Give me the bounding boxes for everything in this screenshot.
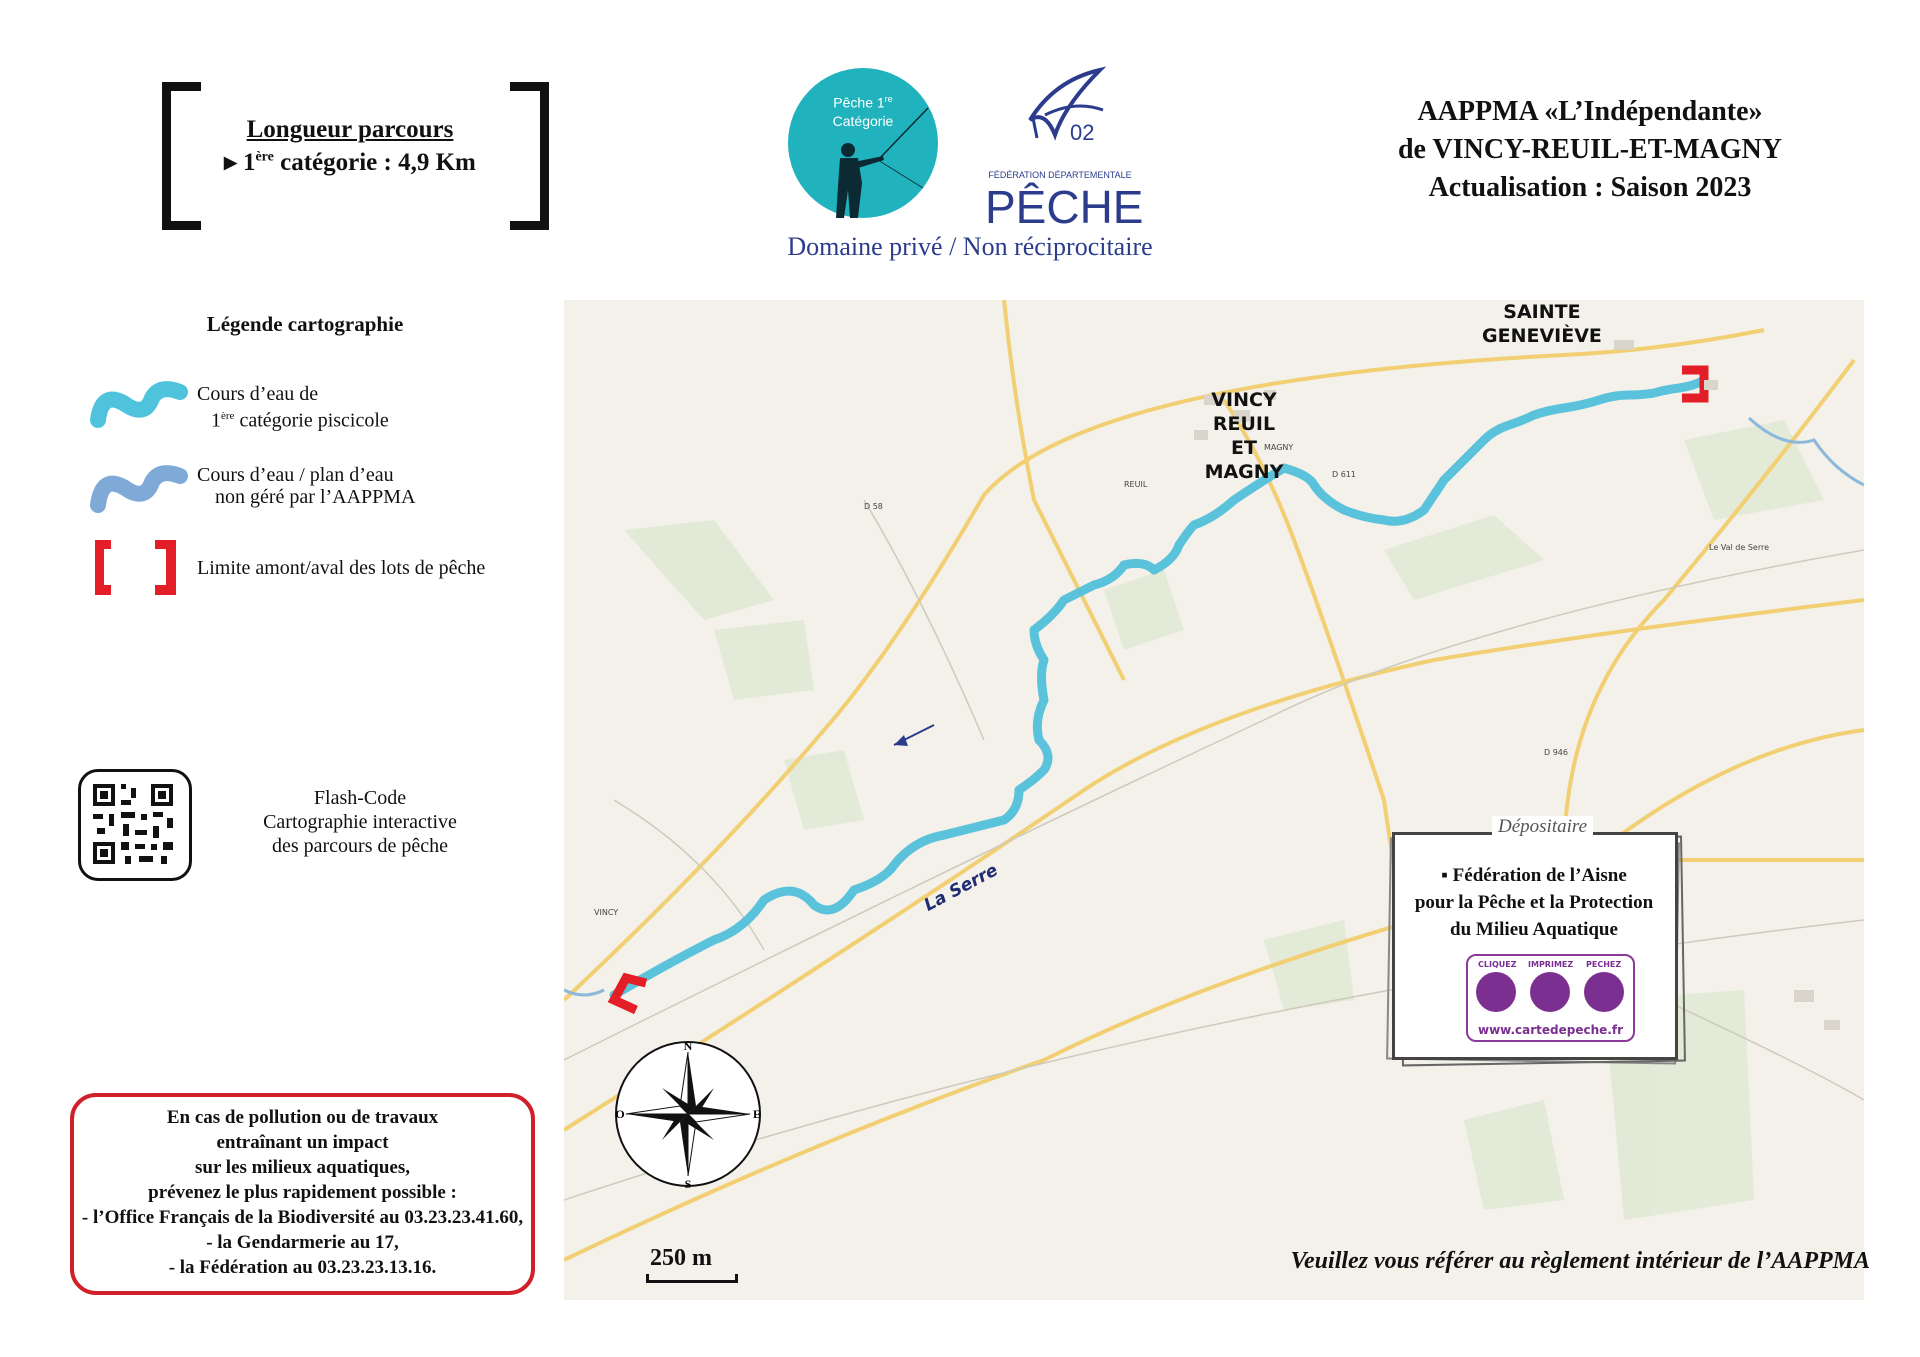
bracket-right (510, 82, 549, 230)
legend-limit-label: Limite amont/aval des lots de pêche (197, 557, 486, 579)
qr-caption: Flash-Code Cartographie interactive des parcours de pêche (263, 787, 457, 857)
depositaire-title: Dépositaire (1492, 816, 1593, 838)
scale-label: 250 m (650, 1245, 712, 1271)
svg-text:N: N (683, 1039, 693, 1053)
cartedepeche-badge[interactable]: CLIQUEZ IMPRIMEZ PECHEZ www.cartedepeche.fr (1466, 954, 1635, 1042)
printer-icon (1530, 972, 1570, 1012)
fisherman-icon (788, 68, 938, 218)
legend-title: Légende cartographie (206, 312, 404, 336)
legend-river-1st-label: Cours d’eau de 1ère catégorie piscicole (197, 383, 389, 432)
place-vincy-reuil-et-magny: VINCY REUIL ET MAGNY (1204, 389, 1284, 483)
label-val-de-serre: Le Val de Serre (1709, 543, 1770, 552)
reglement-note: Veuillez vous référer au règlement intérieur de l’AAPPMA (1290, 1248, 1870, 1274)
aappma-title: AAPPMA «L’Indépendante» de VINCY-REUIL-ET-MAGNY Actualisation : Saison 2023 (1397, 96, 1782, 203)
depositaire-text: ▪ Fédération de l’Aisne pour la Pêche et la Protection du Milieu Aquatique (1414, 865, 1654, 940)
label-d58: D 58 (864, 502, 883, 511)
svg-text:E: E (752, 1107, 762, 1121)
label-d611: D 611 (1332, 470, 1356, 479)
qr-code[interactable] (78, 769, 192, 881)
fish-icon (1584, 972, 1624, 1012)
svg-text:O: O (615, 1107, 625, 1121)
domaine-prive-label: Domaine privé / Non réciprocitaire (787, 232, 1153, 261)
pollution-warning-box: En cas de pollution ou de travaux entraînant un impact sur les milieux aquatiques, prévenez le plus rapidement possible : - l’Office Français de la Biodiversité au 03.23.23.41.60, - la Gendarmerie au 17, - la Fédération au 03.23.23.13.16. (70, 1093, 535, 1295)
label-vincy: VINCY (594, 908, 619, 917)
hand-icon (1476, 972, 1516, 1012)
bracket-left (162, 82, 201, 230)
place-sainte-genevieve: SAINTE GENEVIÈVE (1482, 301, 1602, 347)
label-d946: D 946 (1544, 748, 1568, 757)
label-magny: MAGNY (1264, 443, 1294, 452)
svg-text:S: S (684, 1177, 692, 1190)
cartedepeche-url[interactable]: www.cartedepeche.fr (1477, 1023, 1623, 1037)
river-name-la-serre: La Serre (921, 860, 1002, 916)
legend-river-1st-icon (90, 380, 190, 440)
legend-river-other-icon (90, 460, 190, 520)
depositaire-box (1392, 816, 1684, 1066)
peche-1re-categorie-badge: Pêche 1re Catégorie (788, 68, 938, 218)
scale-bar (646, 1274, 738, 1283)
label-reuil: REUIL (1124, 480, 1148, 489)
length-title: Longueur parcours (246, 116, 454, 143)
legend-limit-icon (95, 540, 185, 600)
compass-rose (612, 1038, 764, 1190)
legend-river-other-label: Cours d’eau / plan d’eau non géré par l’AAPPMA (197, 464, 416, 508)
federation-peche-logo: 02 FÉDÉRATION DÉPARTEMENTALE PÊCHE (985, 60, 1135, 230)
length-value: ▸ 1ère catégorie : 4,9 Km (224, 149, 476, 176)
